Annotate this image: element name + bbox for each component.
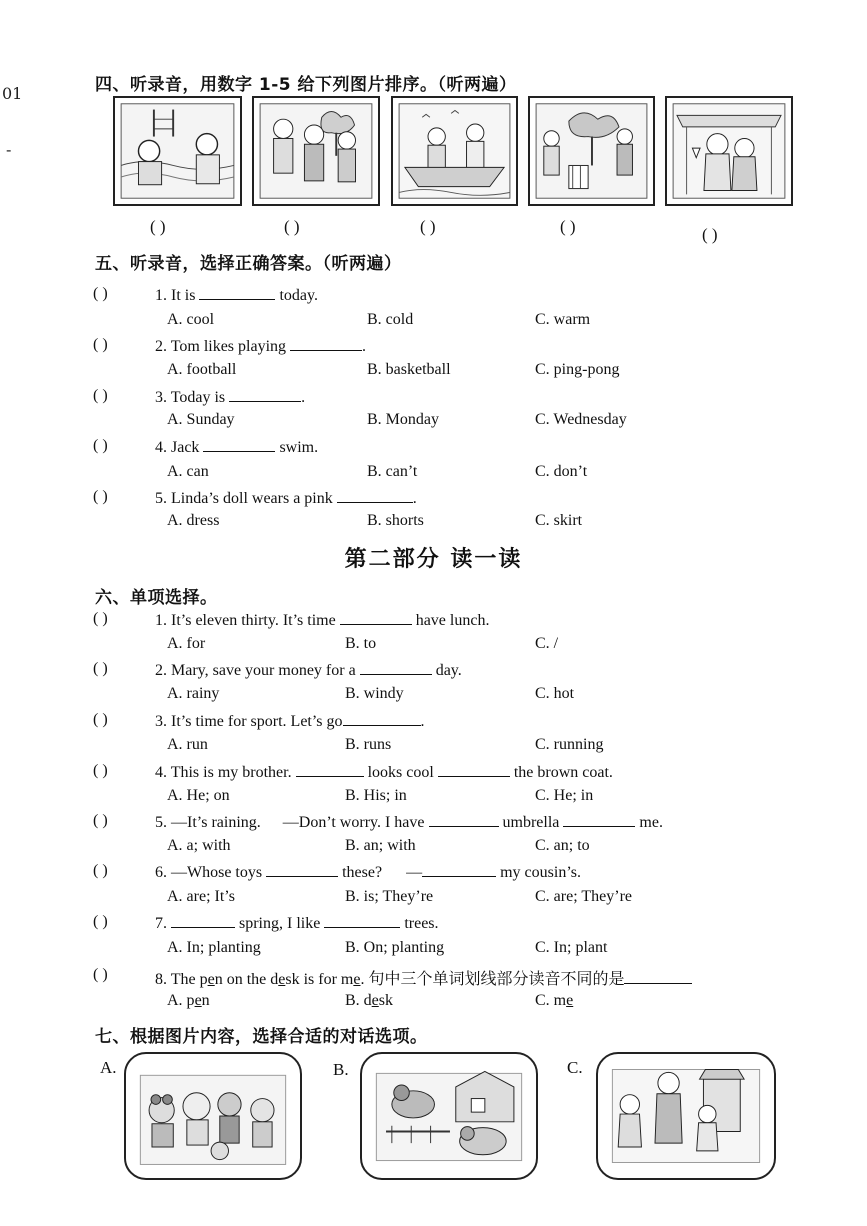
section4-title: 四、听录音，用数字 1-5 给下列图片排序。（听两遍） — [95, 75, 517, 95]
option-a[interactable]: A. football — [167, 361, 237, 378]
option-b[interactable]: B. On; planting — [345, 939, 445, 956]
answer-blank[interactable] — [324, 913, 400, 928]
question-6-4: 4. This is my brother. looks cool the brown coat. — [155, 764, 613, 781]
question-6-8: 8. The pen on the desk is for me. 句中三个单词划线部分读音不同的是 — [155, 966, 692, 989]
answer-paren[interactable]: ( ) — [93, 610, 108, 627]
option-a[interactable]: A. dress — [167, 512, 220, 529]
picture-3 — [391, 96, 518, 206]
answer-blank[interactable] — [422, 862, 496, 877]
picture-4 — [528, 96, 655, 206]
answer-paren[interactable]: ( ) — [93, 387, 108, 404]
boys-playing-scene-icon — [254, 98, 378, 204]
question-6-3: 3. It’s time for sport. Let’s go . — [155, 713, 425, 730]
picture-label-a: A. — [100, 1058, 117, 1077]
question-5-3: 3. Today is . — [155, 389, 306, 406]
answer-paren[interactable]: ( ) — [93, 913, 108, 930]
order-answer-2[interactable]: ( ) — [284, 217, 300, 236]
question-5-4: 4. Jack swim. — [155, 439, 319, 456]
answer-paren[interactable]: ( ) — [93, 437, 108, 454]
answer-blank[interactable] — [438, 762, 510, 777]
option-a[interactable]: A. He; on — [167, 787, 230, 804]
answer-blank[interactable] — [337, 488, 413, 503]
option-b[interactable]: B. to — [345, 635, 377, 652]
option-b[interactable]: B. basketball — [367, 361, 451, 378]
question-5-1: 1. It is today. — [155, 287, 318, 304]
margin-number: 01 — [2, 84, 23, 103]
question-6-2: 2. Mary, save your money for a day. — [155, 662, 462, 679]
order-answer-5[interactable]: ( ) — [702, 225, 718, 244]
answer-blank[interactable] — [290, 336, 362, 351]
swimming-scene-icon — [115, 98, 240, 204]
answer-paren[interactable]: ( ) — [93, 711, 108, 728]
answer-paren[interactable]: ( ) — [93, 862, 108, 879]
option-b[interactable]: B. Monday — [367, 411, 439, 428]
answer-blank[interactable] — [296, 762, 364, 777]
question-6-5: 5. —It’s raining. —Don’t worry. I have umbrella me. — [155, 814, 663, 831]
option-b[interactable]: B. can’t — [367, 463, 418, 480]
girls-shop-icon — [598, 1054, 774, 1178]
mouse-house-icon — [362, 1054, 536, 1178]
option-c[interactable]: C. He; in — [535, 787, 594, 804]
answer-blank[interactable] — [229, 387, 301, 402]
option-a[interactable]: A. In; planting — [167, 939, 261, 956]
order-answer-3[interactable]: ( ) — [420, 217, 436, 236]
option-a[interactable]: A. can — [167, 463, 209, 480]
section5-title: 五、听录音，选择正确答案。（听两遍） — [95, 254, 402, 274]
option-a[interactable]: A. are; It’s — [167, 888, 235, 905]
option-a[interactable]: A. Sunday — [167, 411, 235, 428]
answer-blank[interactable] — [360, 660, 432, 675]
option-a[interactable]: A. cool — [167, 311, 215, 328]
option-a[interactable]: A. for — [167, 635, 206, 652]
answer-blank[interactable] — [203, 437, 275, 452]
option-b[interactable]: B. His; in — [345, 787, 407, 804]
option-c[interactable]: C. warm — [535, 311, 591, 328]
answer-blank[interactable] — [199, 285, 275, 300]
answer-blank[interactable] — [171, 913, 235, 928]
option-a[interactable]: A. pen — [167, 992, 210, 1009]
option-b[interactable]: B. is; They’re — [345, 888, 434, 905]
answer-paren[interactable]: ( ) — [93, 336, 108, 353]
option-c[interactable]: C. don’t — [535, 463, 588, 480]
option-c[interactable]: C. are; They’re — [535, 888, 632, 905]
option-c[interactable]: C. Wednesday — [535, 411, 627, 428]
option-c[interactable]: C. In; plant — [535, 939, 608, 956]
option-c[interactable]: C. skirt — [535, 512, 583, 529]
option-c[interactable]: C. running — [535, 736, 604, 753]
option-c[interactable]: C. me — [535, 992, 574, 1009]
question-5-2: 2. Tom likes playing . — [155, 338, 367, 355]
option-c[interactable]: C. ping-pong — [535, 361, 620, 378]
answer-blank[interactable] — [266, 862, 338, 877]
picture-c — [596, 1052, 776, 1180]
option-c[interactable]: C. hot — [535, 685, 575, 702]
picture-label-c: C. — [567, 1058, 583, 1077]
question-5-5: 5. Linda’s doll wears a pink . — [155, 490, 417, 507]
margin-dash: - — [6, 140, 12, 159]
order-answer-1[interactable]: ( ) — [150, 217, 166, 236]
option-b[interactable]: B. windy — [345, 685, 404, 702]
answer-blank[interactable] — [429, 812, 499, 827]
option-b[interactable]: B. desk — [345, 992, 394, 1009]
order-answer-4[interactable]: ( ) — [560, 217, 576, 236]
picture-a — [124, 1052, 302, 1180]
answer-paren[interactable]: ( ) — [93, 488, 108, 505]
animals-group-icon — [126, 1054, 300, 1178]
part-two-title: 第二部分 读一读 — [344, 547, 523, 572]
question-6-1: 1. It’s eleven thirty. It’s time have lunch. — [155, 612, 490, 629]
option-b[interactable]: B. cold — [367, 311, 414, 328]
answer-blank[interactable] — [343, 711, 421, 726]
picture-1 — [113, 96, 242, 206]
answer-paren[interactable]: ( ) — [93, 812, 108, 829]
section6-title: 六、单项选择。 — [95, 588, 218, 608]
question-6-7: 7. spring, I like trees. — [155, 915, 439, 932]
option-a[interactable]: A. run — [167, 736, 208, 753]
answer-blank[interactable] — [340, 610, 412, 625]
question-6-6: 6. —Whose toys these? — my cousin’s. — [155, 864, 581, 881]
picture-5 — [665, 96, 793, 206]
section7-title: 七、根据图片内容，选择合适的对话选项。 — [95, 1027, 428, 1047]
picture-label-b: B. — [333, 1060, 349, 1079]
ice-cream-shop-scene-icon — [667, 98, 791, 204]
option-b[interactable]: B. an; with — [345, 837, 416, 854]
option-c[interactable]: C. an; to — [535, 837, 590, 854]
answer-blank[interactable] — [563, 812, 635, 827]
answer-blank[interactable] — [624, 969, 692, 984]
answer-paren[interactable]: ( ) — [93, 660, 108, 677]
picture-b — [360, 1052, 538, 1180]
option-b[interactable]: B. shorts — [367, 512, 424, 529]
answer-paren[interactable]: ( ) — [93, 762, 108, 779]
answer-paren[interactable]: ( ) — [93, 285, 108, 302]
option-b[interactable]: B. runs — [345, 736, 392, 753]
picture-2 — [252, 96, 380, 206]
answer-paren[interactable]: ( ) — [93, 966, 108, 983]
boating-scene-icon — [393, 98, 516, 204]
option-a[interactable]: A. rainy — [167, 685, 220, 702]
children-planting-scene-icon — [530, 98, 653, 204]
option-c[interactable]: C. / — [535, 635, 559, 652]
option-a[interactable]: A. a; with — [167, 837, 231, 854]
